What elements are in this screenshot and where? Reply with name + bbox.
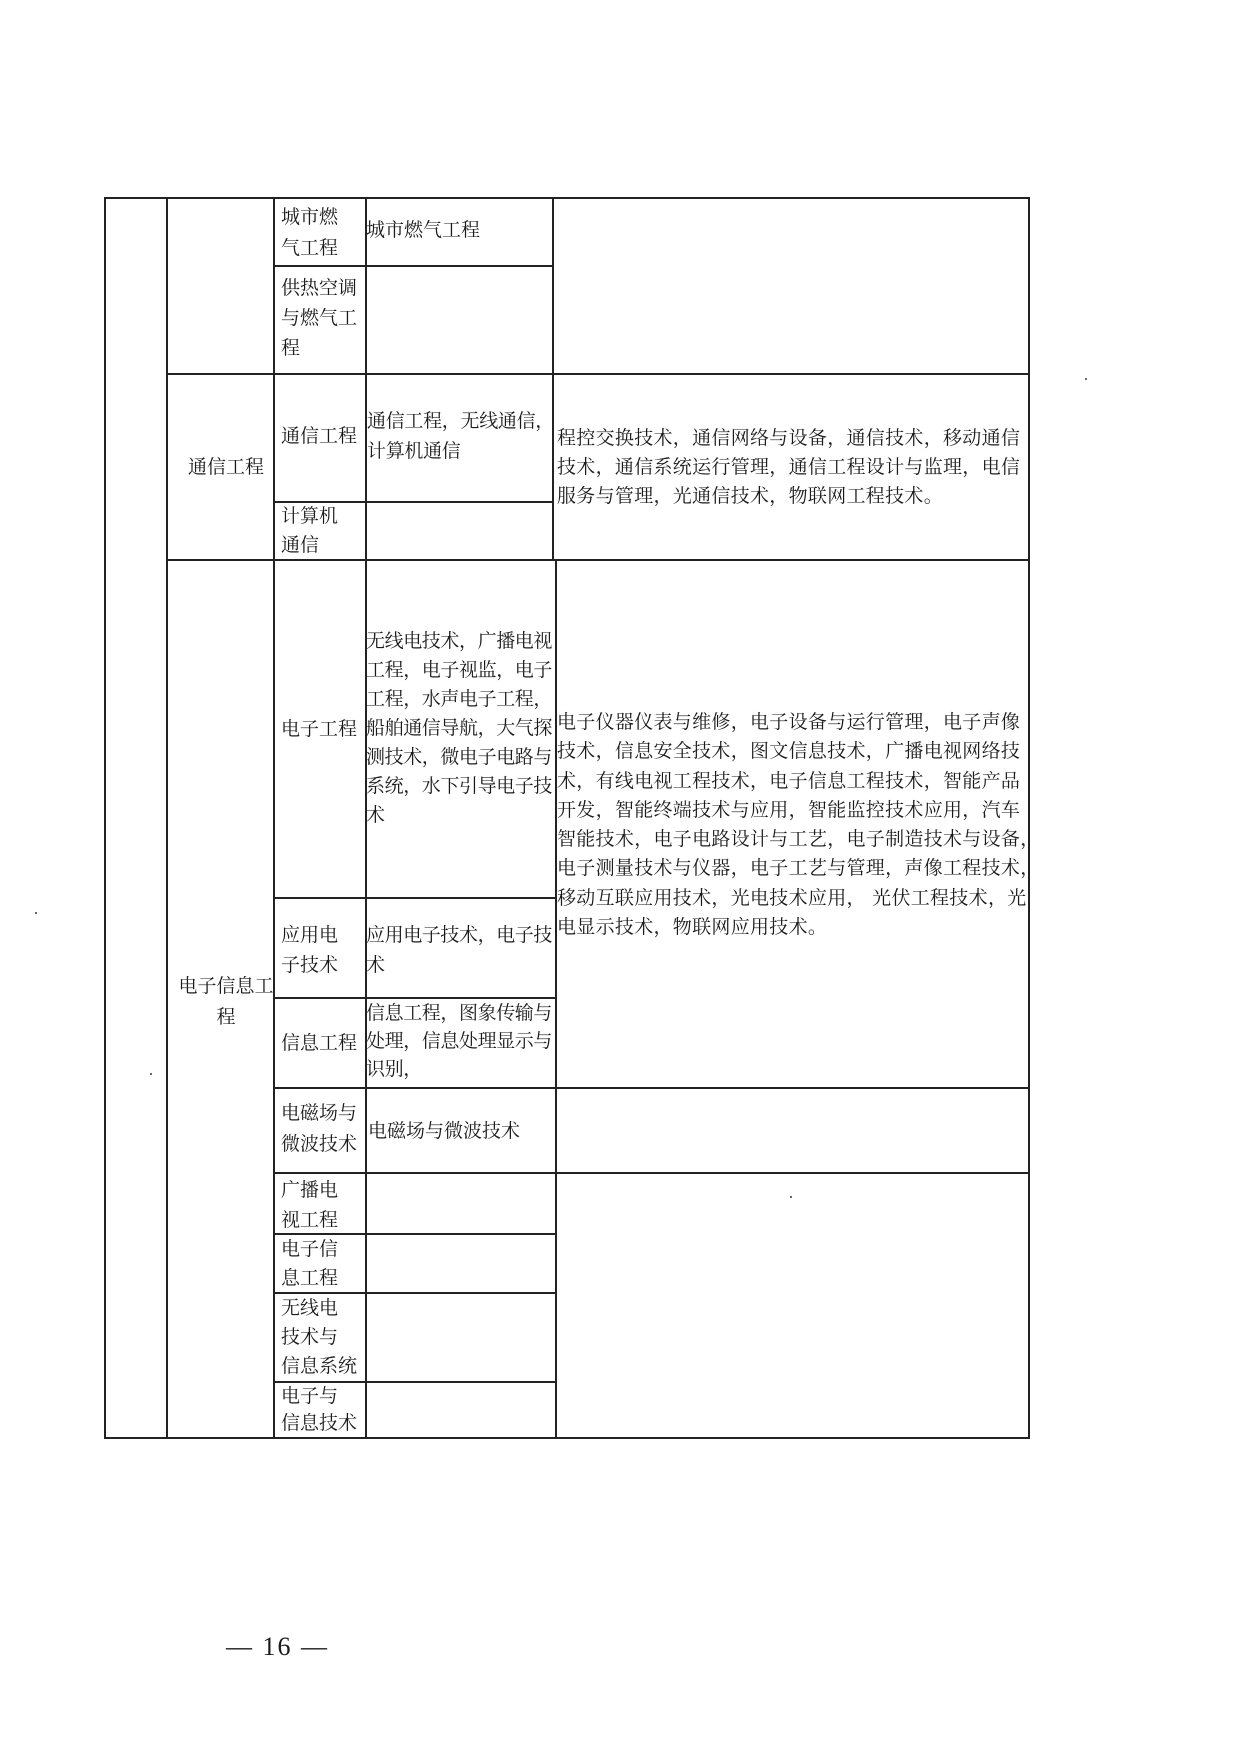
related-majors-cell: 信息工程，图象传输与 处理，信息处理显示与 识别， (366, 1002, 553, 1080)
related-majors-cell: 城市燃气工程 (366, 219, 481, 241)
related-majors-cell: 通信工程，无线通信， 计算机通信 (367, 410, 555, 462)
vocational-majors-cell: 程控交换技术，通信网络与设备，通信技术，移动通信 技术，通信系统运行管理，通信工程设计与监理，电信 服务与管理，光通信技术，物联网工程技术。 (557, 427, 1021, 507)
subcategory-cell: 通信工程 (281, 425, 358, 447)
row-divider (166, 373, 1029, 375)
related-majors-cell: 应用电子技术，电子技 术 (366, 924, 553, 976)
row-divider (273, 897, 555, 899)
category-cell: 电子信息工 程 (178, 975, 274, 1028)
scan-speck (150, 1073, 152, 1075)
subcategory-cell: 信息工程 (281, 1032, 358, 1054)
subcategory-cell: 电子与 信息技术 (281, 1385, 358, 1434)
table-left-border (104, 197, 106, 1439)
related-majors-cell: 电磁场与微波技术 (368, 1120, 521, 1142)
subcategory-cell: 城市燃 气工程 (281, 206, 339, 259)
table-top-border (104, 197, 1029, 199)
row-divider (273, 1087, 1029, 1089)
subcategory-cell: 广播电 视工程 (281, 1179, 339, 1231)
scan-speck (35, 912, 37, 914)
table-bottom-border (104, 1437, 1029, 1439)
subcategory-cell: 计算机 通信 (281, 505, 339, 556)
row-divider (166, 559, 1029, 561)
subcategory-cell: 无线电 技术与 信息系统 (281, 1297, 358, 1377)
subcategory-cell: 电子工程 (281, 718, 358, 740)
vocational-majors-cell: 电子仪器仪表与维修，电子设备与运行管理，电子声像 技术，信息安全技术，图文信息技术，广播电视网络技 术，有线电视工程技术，电子信息工程技术，智能产品 开发，智能终端技术与应用，智能监控技术应用，汽车 智能技术，电子电路设计与工艺，电子制造技术与设备， 电子测量技术与仪器，电子工艺与管理，声像工程技术， 移动互联应用技术，光电技术应用， 光伏工程技术，光 电显示技术，物联网应用技术。 (557, 711, 1040, 939)
row-divider (273, 1172, 1029, 1174)
subcategory-cell: 应用电 子技术 (281, 924, 339, 976)
column-divider (166, 197, 168, 1439)
scan-speck (1085, 378, 1087, 380)
subcategory-cell: 电磁场与 微波技术 (281, 1102, 358, 1155)
subcategory-cell: 电子信 息工程 (281, 1238, 339, 1289)
scan-speck (790, 1196, 792, 1198)
row-divider (273, 265, 554, 267)
category-cell: 通信工程 (187, 456, 264, 478)
related-majors-cell: 无线电技术，广播电视 工程，电子视监，电子 工程，水声电子工程， 船舶通信导航，大气探 测技术，微电子电路与 系统，水下引导电子技 术 (366, 630, 553, 826)
page-number: — 16 — (226, 1632, 329, 1661)
subcategory-cell: 供热空调 与燃气工 程 (281, 277, 358, 359)
